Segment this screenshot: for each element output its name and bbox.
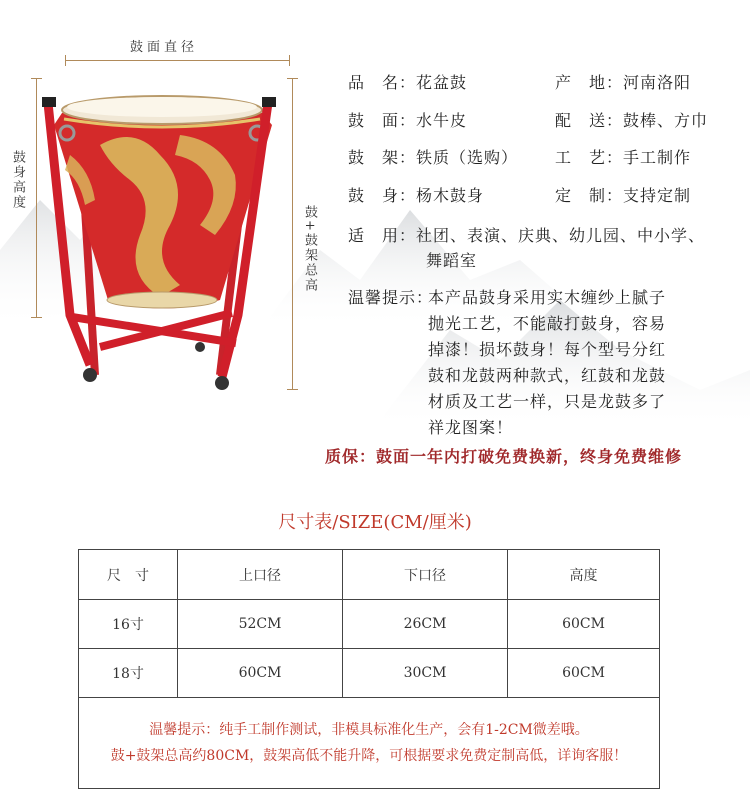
- spec-origin-label: 产 地：: [555, 73, 624, 92]
- table-header-cell: 尺 寸: [79, 550, 178, 600]
- table-header-cell: 高度: [508, 550, 660, 600]
- table-note-row: [79, 698, 660, 789]
- left-dimension-line: [36, 78, 37, 318]
- spec-stand-label: 鼓 架：: [348, 148, 417, 167]
- table-header-cell: 下口径: [343, 550, 508, 600]
- spec-name: [348, 70, 467, 93]
- spec-body-label: 鼓 身：: [348, 186, 417, 205]
- tip-line: 祥龙图案！: [428, 418, 514, 437]
- spec-body: [348, 183, 484, 206]
- spec-usage-line2: [426, 248, 477, 271]
- top-dimension-line: [65, 60, 290, 61]
- left-dimension-label: 鼓身高度: [10, 150, 25, 210]
- table-cell: 26CM: [343, 600, 508, 649]
- left-dimension-cap-top: [31, 78, 42, 79]
- spec-drumhead-value: 水牛皮: [416, 111, 468, 130]
- table-cell: 52CM: [178, 600, 343, 649]
- spec-usage-label: 适 用：: [348, 226, 417, 245]
- spec-custom: [555, 183, 691, 206]
- table-row: [79, 649, 660, 698]
- spec-origin: [555, 70, 691, 93]
- right-dimension-label: 鼓+鼓架总高: [302, 205, 317, 293]
- spec-drumhead-label: 鼓 面：: [348, 111, 417, 130]
- right-dimension-cap-bottom: [287, 389, 298, 390]
- tip-line: 抛光工艺，不能敲打鼓身，容易: [428, 314, 667, 333]
- spec-craft-value: 手工制作: [623, 148, 692, 167]
- tip-line: 本产品鼓身采用实木缠纱上腻子: [428, 288, 667, 307]
- table-cell: 60CM: [178, 649, 343, 698]
- spec-usage-value-line2: 舞蹈室: [426, 251, 478, 270]
- table-header-cell: 上口径: [178, 550, 343, 600]
- spec-stand: [348, 145, 518, 168]
- tip-line: 掉漆！损坏鼓身！每个型号分红: [428, 340, 667, 359]
- size-table-title: 尺寸表/SIZE(CM/厘米): [278, 512, 472, 533]
- right-dimension-line: [292, 78, 293, 390]
- table-note-line2: 鼓+鼓架总高约80CM，鼓架高低不能升降，可根据要求免费定制高低，详询客服！: [110, 748, 628, 764]
- spec-drumhead: [348, 108, 467, 131]
- tip-line: 鼓和龙鼓两种款式，红鼓和龙鼓: [428, 366, 667, 385]
- top-dimension-cap-right: [289, 55, 290, 66]
- drum-image: [40, 85, 285, 395]
- tip-text: [428, 285, 666, 441]
- table-cell: 60CM: [508, 600, 660, 649]
- spec-custom-value: 支持定制: [623, 186, 692, 205]
- tip-label: 温馨提示：: [348, 288, 434, 307]
- spec-accessories-value: 鼓棒、方巾: [623, 111, 709, 130]
- spec-origin-value: 河南洛阳: [623, 73, 692, 92]
- right-dimension-cap-top: [287, 78, 298, 79]
- spec-accessories: [555, 108, 708, 131]
- table-cell: 18寸: [79, 649, 178, 698]
- tip-line: 材质及工艺一样，只是龙鼓多了: [428, 392, 667, 411]
- spec-body-value: 杨木鼓身: [416, 186, 485, 205]
- spec-usage-value-line1: 社团、表演、庆典、幼儿园、中小学、: [416, 226, 706, 245]
- spec-name-label: 品 名：: [348, 73, 417, 92]
- table-cell: 16寸: [79, 600, 178, 649]
- spec-stand-value: 铁质（选购）: [416, 148, 519, 167]
- table-note-line1: 温馨提示：纯手工制作测试，非模具标准化生产，会有1-2CM微差哦。: [149, 722, 589, 738]
- spec-custom-label: 定 制：: [555, 186, 624, 205]
- table-header-row: [79, 550, 660, 600]
- spec-name-value: 花盆鼓: [416, 73, 468, 92]
- top-dimension-cap-left: [65, 55, 66, 66]
- size-table: [78, 549, 660, 789]
- table-cell: 60CM: [508, 649, 660, 698]
- spec-craft-label: 工 艺：: [555, 148, 624, 167]
- spec-accessories-label: 配 送：: [555, 111, 624, 130]
- table-note: [79, 698, 660, 789]
- warranty-text: 质保：鼓面一年内打破免费换新，终身免费维修: [325, 447, 683, 466]
- table-cell: 30CM: [343, 649, 508, 698]
- spec-craft: [555, 145, 691, 168]
- table-row: [79, 600, 660, 649]
- top-dimension-label: 鼓面直径: [130, 40, 199, 55]
- spec-usage: [348, 223, 705, 246]
